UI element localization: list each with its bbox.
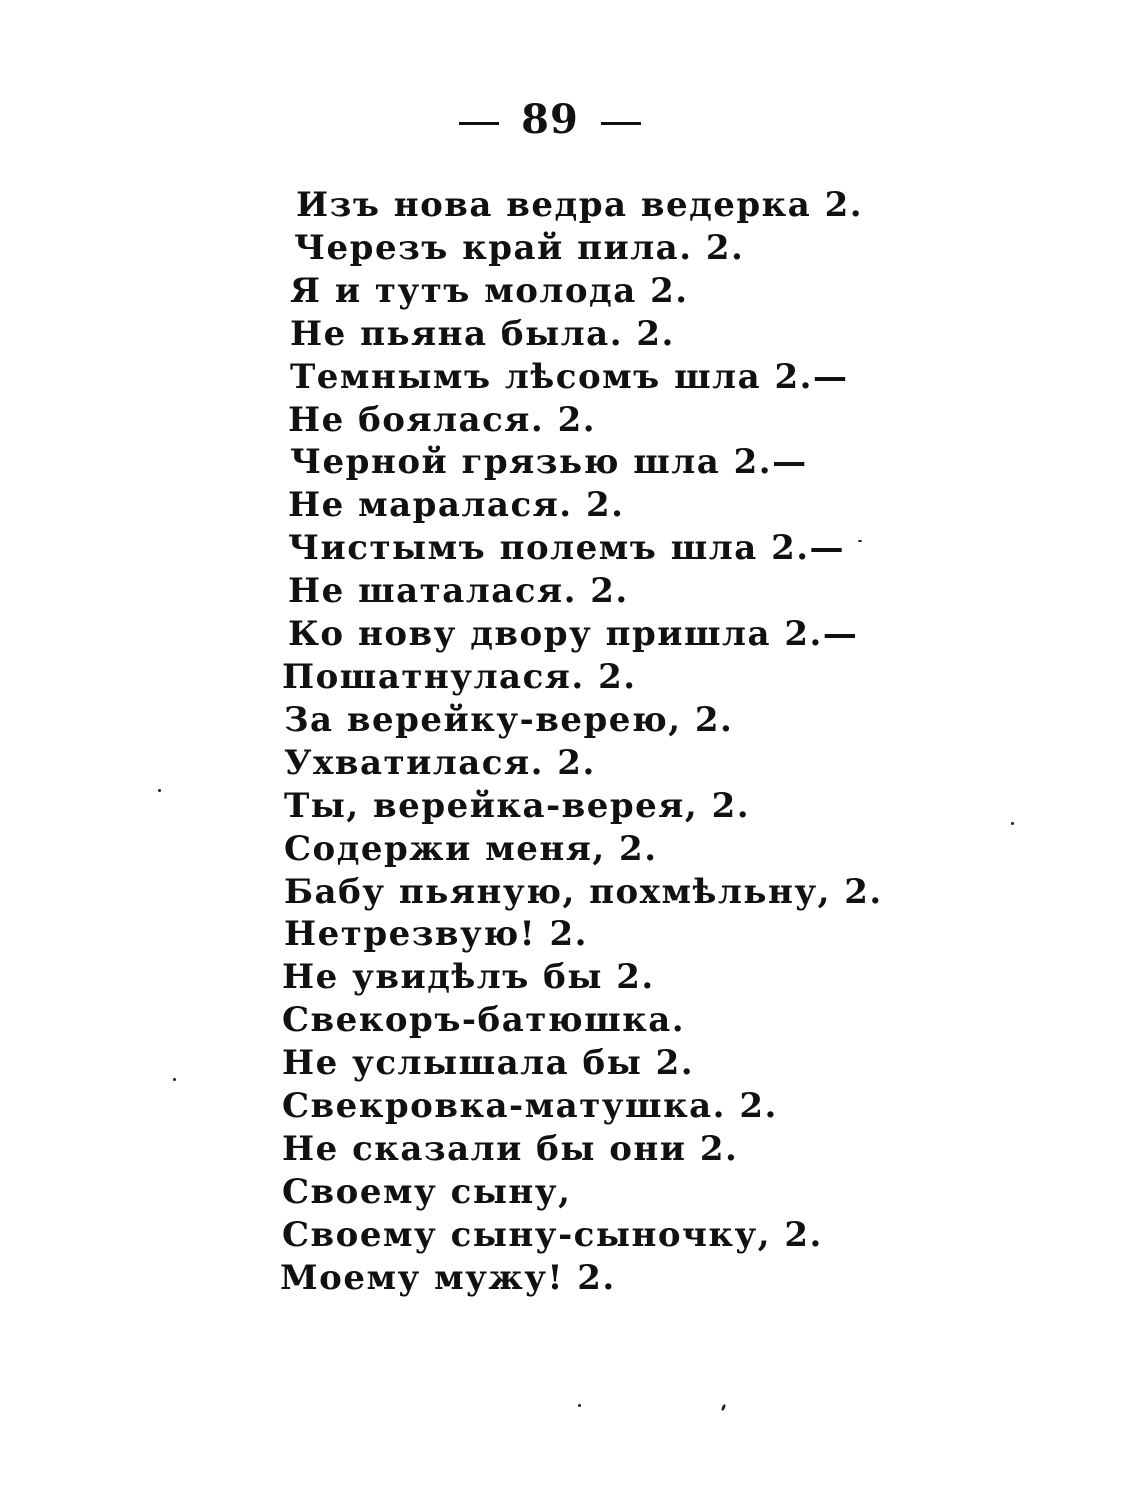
poem-line: Моему мужу! 2. [280, 1257, 616, 1298]
poem-line: Не услышала бы 2. [282, 1043, 695, 1084]
poem-text [282, 184, 883, 1300]
poem-line: Черезъ край пила. 2. [294, 227, 745, 268]
poem-line: Ко нову двору пришла 2.— [288, 614, 859, 655]
poem-line: Бабу пьяную, похмѣльну, 2. [284, 871, 883, 912]
poem-line: Не пьяна была. 2. [290, 313, 675, 354]
poem-line: Черной грязью шла 2.— [290, 442, 808, 483]
poem-line: Своему сыну, [282, 1171, 572, 1212]
poem-line: Свекоръ-батюшка. [282, 1000, 686, 1041]
poem-line: Пошатнулася. 2. [282, 656, 637, 697]
poem-line: Чистымъ полемъ шла 2.— [288, 528, 846, 569]
scan-speck [721, 1404, 727, 1412]
scan-speck [858, 540, 862, 542]
scan-speck [158, 789, 161, 792]
poem-line: Не боялася. 2. [288, 399, 597, 440]
page-number: 89 [521, 96, 579, 143]
poem-line: Ты, верейка-верея, 2. [284, 785, 751, 826]
poem-line: Своему сыну-сыночку, 2. [282, 1214, 823, 1255]
scan-speck [173, 1078, 176, 1081]
header-left-dash [459, 122, 499, 125]
poem-line: Не шаталася. 2. [288, 571, 629, 612]
poem-line: Нетрезвую! 2. [284, 914, 588, 955]
scan-speck [578, 1404, 581, 1407]
header-right-dash [601, 122, 641, 125]
poem-line: Темнымъ лѣсомъ шла 2.— [290, 356, 849, 397]
poem-line: Не увидѣлъ бы 2. [282, 957, 655, 998]
page-header [0, 96, 1100, 143]
poem-line: Я и тутъ молода 2. [290, 270, 689, 311]
scan-speck [1011, 822, 1014, 825]
poem-line: За верейку-верею, 2. [284, 699, 734, 740]
poem-line: Не маралася. 2. [288, 485, 625, 526]
poem-line: Ухватилася. 2. [284, 742, 596, 783]
poem-line: Не сказали бы они 2. [282, 1128, 739, 1169]
poem-line: Изъ нова ведра ведерка 2. [296, 185, 864, 225]
poem-line: Содержи меня, 2. [284, 828, 658, 869]
poem-line: Свекровка-матушка. 2. [282, 1086, 778, 1127]
